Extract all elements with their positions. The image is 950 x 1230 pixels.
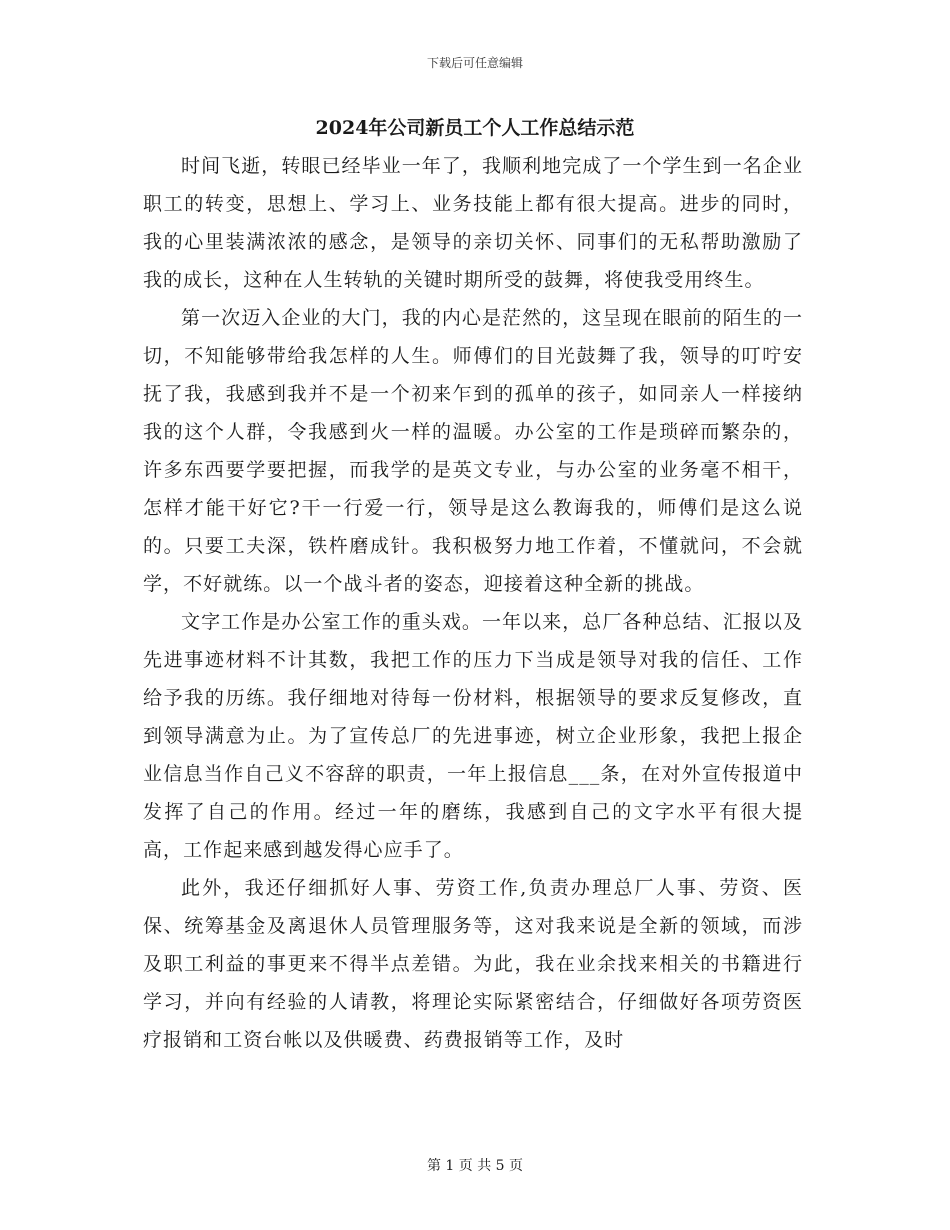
paragraph: 文字工作是办公室工作的重头戏。一年以来，总厂各种总结、汇报以及先进事迹材料不计其数，我把工作的压力下当成是领导对我的信任、工作给予我的历练。我仔细地对待每一份材料，根据领导的要求反复修改，直到领导满意为止。为了宣传总厂的先进事迹，树立企业形象，我把上报企业信息当作自己义不容辞的职责，一年上报信息___条，在对外宣传报道中发挥了自己的作用。经过一年的磨练，我感到自己的文字水平有很大提高，工作起来感到越发得心应手了。 [143, 611, 803, 861]
document-title: 2024年公司新员工个人工作总结示范 [315, 117, 635, 139]
paragraph: 此外，我还仔细抓好人事、劳资工作,负责办理总厂人事、劳资、医保、统筹基金及离退休人员管理服务等，这对我来说是全新的领域，而涉及职工利益的事更来不得半点差错。为此，我在业余找来相关的书籍进行学习，并向有经验的人请教，将理论实际紧密结合，仔细做好各项劳资医疗报销和工资台帐以及供暖费、药费报销等工作，及时 [143, 877, 803, 1051]
page-header-note: 下载后可任意编辑 [426, 56, 523, 70]
paragraph: 时间飞逝，转眼已经毕业一年了，我顺利地完成了一个学生到一名企业职工的转变，思想上、学习上、业务技能上都有很大提高。进步的同时，我的心里装满浓浓的感念，是领导的亲切关怀、同事们的无私帮助激励了我的成长，这种在人生转轨的关键时期所受的鼓舞，将使我受用终生。 [143, 155, 803, 291]
page-number: 第 1 页 共 5 页 [426, 1158, 524, 1174]
document-body [143, 147, 803, 1059]
paragraph: 第一次迈入企业的大门，我的内心是茫然的，这呈现在眼前的陌生的一切，不知能够带给我怎样的人生。师傅们的目光鼓舞了我，领导的叮咛安抚了我，我感到我并不是一个初来乍到的孤单的孩子，如同亲人一样接纳我的这个人群，令我感到火一样的温暖。办公室的工作是琐碎而繁杂的，许多东西要学要把握，而我学的是英文专业，与办公室的业务毫不相干，怎样才能干好它?干一行爱一行，领导是这么教诲我的，师傅们是这么说的。只要工夫深，铁杵磨成针。我积极努力地工作着，不懂就问，不会就学，不好就练。以一个战斗者的姿态，迎接着这种全新的挑战。 [143, 307, 803, 595]
